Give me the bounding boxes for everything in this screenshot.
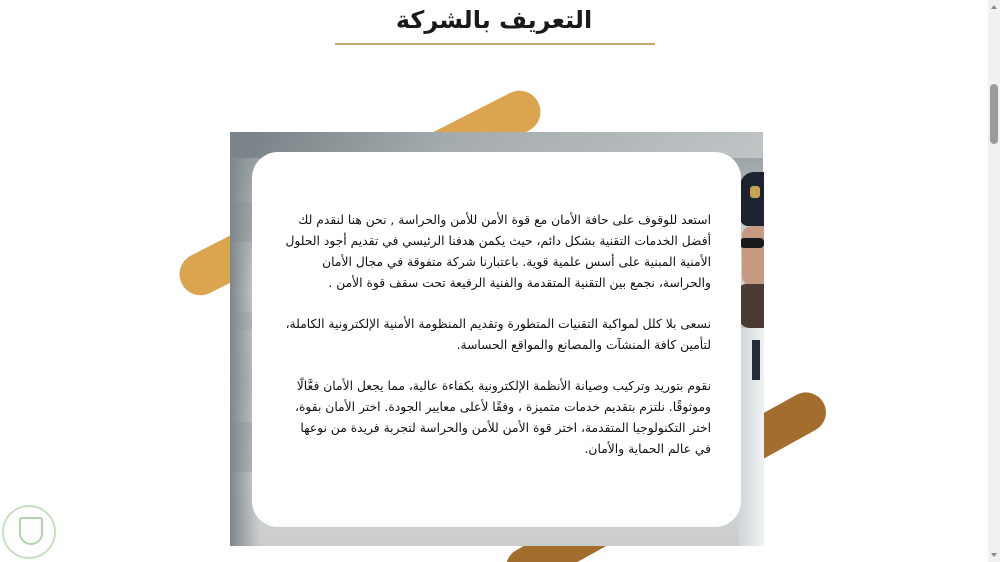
title-underline <box>335 43 655 45</box>
leaf-shield-icon <box>19 517 43 545</box>
scroll-up-arrow-icon[interactable] <box>988 0 1000 14</box>
cap-badge-icon <box>750 186 760 198</box>
about-card <box>252 152 741 527</box>
scroll-thumb[interactable] <box>990 84 998 144</box>
about-paragraph-1: استعد للوقوف على حافة الأمان مع قوة الأمن للأمن والحراسة , نحن هنا لنقدم لك أفضل الخدمات التقنية بشكل دائم، حيث يكمن هدفنا الرئيسي في تقديم أجود الحلول الأمنية المبنية على أسس علمية قوية. باعتبارنا شركة متفوقة في مجال الأمان والحراسة، نجمع بين التقنية المتقدمة والفنية الرفيعة تحت سقف قوة الأمن . <box>285 213 711 290</box>
section-title: التعريف بالشركة <box>395 6 593 34</box>
scroll-down-arrow-icon[interactable] <box>988 548 1000 562</box>
watermark-logo <box>2 505 56 559</box>
page-scrollbar[interactable] <box>988 0 1000 562</box>
security-guard-figure <box>738 172 764 546</box>
about-paragraph-3: نقوم بتوريد وتركيب وصيانة الأنظمة الإلكترونية بكفاءة عالية، مما يجعل الأمان فعَّالًا وموثوقًا. نلتزم بتقديم خدمات متميزة ، وفقًا لأعلى معايير الجودة. اختر الأمان بقوة، اختر التكنولوجيا المتقدمة، اختر قوة الأمن للأمن والحراسة لتجربة فريدة من نوعها في عالم الحماية والأمان. <box>294 379 711 456</box>
about-paragraph-2: نسعى بلا كلل لمواكبة التقنيات المتطورة وتقديم المنظومة الأمنية الإلكترونية الكاملة، لتأمين كافة المنشآت والمصانع والمواقع الحساسة. <box>285 317 711 352</box>
